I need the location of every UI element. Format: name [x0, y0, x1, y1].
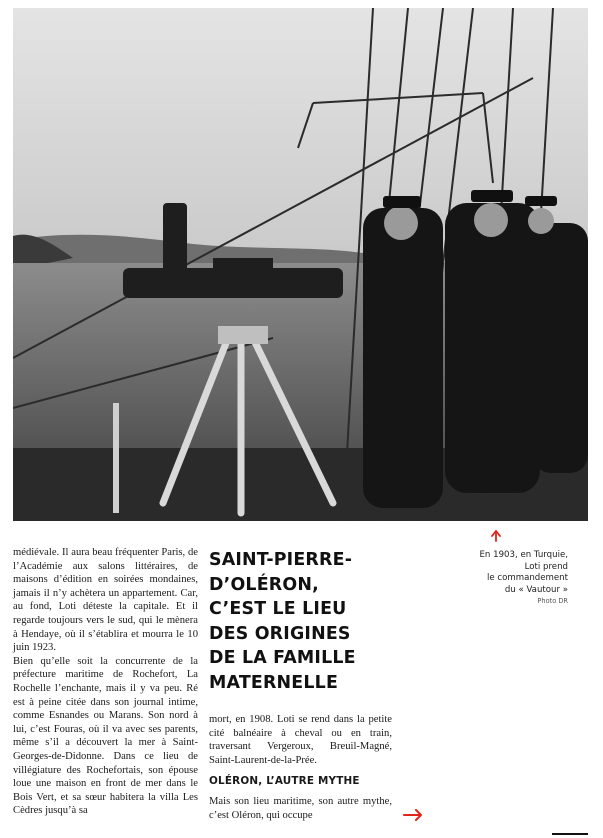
photo-illustration [13, 8, 588, 521]
pull-quote-line: DE LA FAMILLE [209, 648, 356, 669]
photo-credit: Photo DR [537, 597, 568, 606]
pull-quote-line: D’OLÉRON, [209, 574, 319, 595]
caption-line: Loti prend [524, 561, 568, 572]
bottom-rule [552, 833, 588, 835]
middle-paragraph-1: mort, en 1908. Loti se rend dans la petite cité balnéaire à cheval ou en train, traversant Vergeroux, Breuil-Magné, Saint-Laurent-de-la-Prée. [209, 714, 392, 766]
middle-paragraph-2: Mais son lieu maritime, son autre mythe, c’est Oléron, qui occupe [209, 795, 392, 821]
left-paragraph-1: médiévale. Il aura beau fréquenter Paris, de l’Académie aux salons littéraires, de maisons d’édition en soirées mondaines, jamais il n’y achètera un appartement. Car, au fond, Loti déteste la capitale. Et il regarde toujours vers le sud, qui le mènera à Hendaye, où il s’établira et mourra le 10 juin 1923. [13, 547, 198, 654]
arrow-up-icon [490, 530, 502, 542]
left-column-text [13, 546, 198, 818]
pull-quote-line: SAINT-PIERRE- [209, 550, 353, 570]
section-subhead: OLÉRON, L’AUTRE MYTHE [209, 775, 360, 788]
caption-line: En 1903, en Turquie, [479, 550, 568, 560]
caption-line: du « Vautour » [504, 584, 568, 595]
middle-column-text [209, 713, 392, 822]
photo-caption [430, 550, 568, 608]
pull-quote-line: DES ORIGINES [209, 623, 351, 644]
pull-quote-line: MATERNELLE [209, 672, 339, 693]
arrow-right-icon [403, 809, 423, 821]
pull-quote-line: C’EST LE LIEU [209, 599, 347, 620]
caption-line: le commandement [486, 573, 568, 584]
pull-quote [209, 548, 399, 696]
ship-deck-photo [13, 8, 588, 521]
left-paragraph-2: Bien qu’elle soit la concurrente de la préfecture maritime de Rochefort, La Rochelle l’enchante, mais il y va peu. Ré est à peine citée dans son journal intime, comme Esnandes ou Marans. Son nord à lui, c’est Fouras, où il va avec ses parents, même s’il a découvert la mer à Saint-Georges-de-Didonne. Dans ce lieu de villégiature des Rochefortais, son épouse loue une maison en front de mer dans le Bois Vert, et sa sœur habitera la villa Les Cèdres jusqu’à sa [13, 655, 198, 817]
